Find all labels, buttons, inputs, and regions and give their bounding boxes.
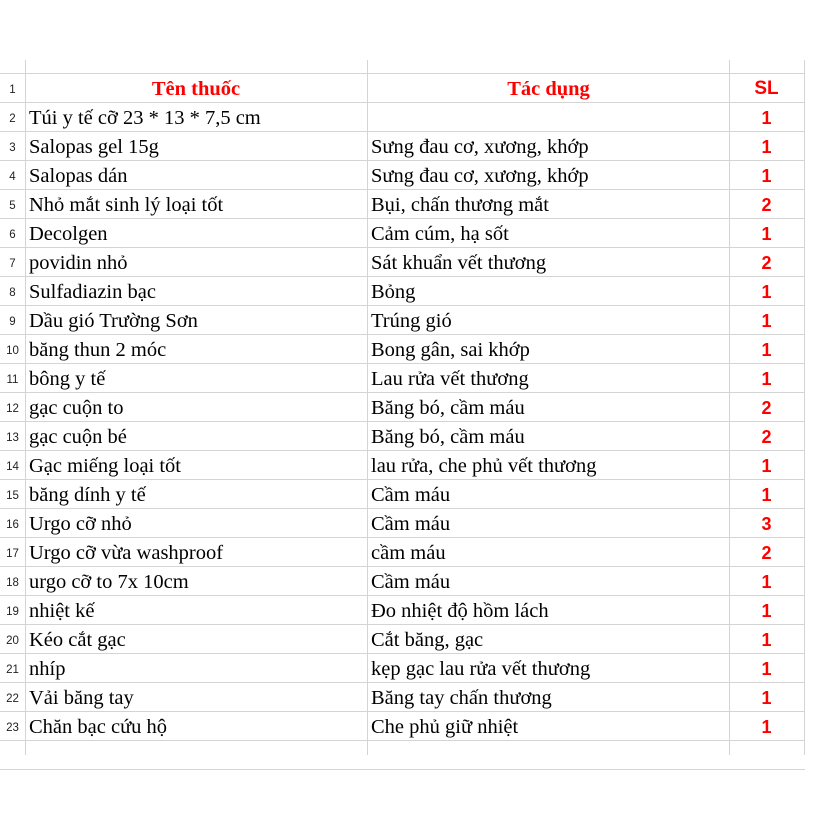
medicine-name-cell[interactable]: Urgo cỡ nhỏ — [29, 513, 132, 535]
row-number[interactable]: 21 — [6, 664, 19, 676]
header-name-cell[interactable]: Tên thuốc — [151, 78, 241, 100]
quantity-cell[interactable]: 1 — [761, 572, 772, 592]
header-effect-cell[interactable]: Tác dụng — [507, 78, 590, 100]
table-row — [0, 421, 805, 450]
medicine-name-cell[interactable]: povidin nhỏ — [29, 252, 128, 274]
medicine-name-cell[interactable]: Salopas dán — [29, 165, 128, 187]
table-row — [0, 247, 805, 276]
effect-cell[interactable]: Bong gân, sai khớp — [371, 339, 530, 361]
quantity-cell[interactable]: 3 — [761, 514, 772, 534]
medicine-name-cell[interactable]: Sulfadiazin bạc — [29, 281, 156, 303]
quantity-cell[interactable]: 1 — [761, 456, 772, 476]
quantity-cell[interactable]: 1 — [761, 369, 772, 389]
effect-cell[interactable]: Cảm cúm, hạ sốt — [371, 223, 509, 245]
table-row — [0, 102, 805, 131]
row-number[interactable]: 5 — [9, 200, 16, 212]
effect-cell[interactable]: Che phủ giữ nhiệt — [371, 716, 519, 738]
row-number[interactable]: 4 — [9, 171, 16, 183]
effect-cell[interactable]: Băng bó, cầm máu — [371, 397, 525, 419]
medicine-name-cell[interactable]: Kéo cắt gạc — [29, 629, 126, 651]
medicine-name-cell[interactable]: Dầu gió Trường Sơn — [29, 310, 198, 332]
quantity-cell[interactable]: 1 — [761, 224, 772, 244]
row-divider — [0, 769, 805, 770]
quantity-cell[interactable]: 1 — [761, 340, 772, 360]
table-row — [0, 508, 805, 537]
table-row — [0, 566, 805, 595]
effect-cell[interactable]: Bỏng — [371, 281, 416, 303]
medicine-name-cell[interactable]: gạc cuộn to — [29, 397, 124, 419]
row-number[interactable]: 19 — [6, 606, 19, 618]
medicine-name-cell[interactable]: Salopas gel 15g — [29, 136, 159, 158]
header-row — [0, 73, 805, 102]
effect-cell[interactable]: cầm máu — [371, 542, 446, 564]
table-row — [0, 160, 805, 189]
medicine-name-cell[interactable]: Chăn bạc cứu hộ — [29, 716, 168, 738]
medicine-name-cell[interactable]: Túi y tế cỡ 23 * 13 * 7,5 cm — [29, 107, 261, 129]
quantity-cell[interactable]: 1 — [761, 659, 772, 679]
effect-cell[interactable]: Cầm máu — [371, 571, 451, 593]
quantity-cell[interactable]: 1 — [761, 717, 772, 737]
table-row — [0, 711, 805, 740]
effect-cell[interactable]: Trúng gió — [371, 310, 452, 332]
medicine-name-cell[interactable]: Nhỏ mắt sinh lý loại tốt — [29, 194, 224, 216]
table-row — [0, 682, 805, 711]
table-row — [0, 450, 805, 479]
row-number[interactable]: 13 — [6, 432, 19, 444]
row-number[interactable]: 3 — [9, 142, 16, 154]
medicine-name-cell[interactable]: nhíp — [29, 658, 66, 680]
table-row — [0, 595, 805, 624]
medicine-name-cell[interactable]: Decolgen — [29, 223, 108, 245]
row-number[interactable]: 10 — [6, 345, 19, 357]
effect-cell[interactable] — [371, 102, 729, 131]
row-number[interactable]: 9 — [9, 316, 16, 328]
medicine-name-cell[interactable]: nhiệt kế — [29, 600, 95, 622]
row-number[interactable]: 15 — [6, 490, 19, 502]
row-number[interactable]: 11 — [6, 374, 19, 386]
medicine-name-cell[interactable]: băng dính y tế — [29, 484, 146, 506]
row-number[interactable]: 6 — [9, 229, 16, 241]
table-row — [0, 218, 805, 247]
table-row — [0, 653, 805, 682]
quantity-cell[interactable]: 1 — [761, 688, 772, 708]
effect-cell[interactable]: lau rửa, che phủ vết thương — [371, 455, 597, 477]
row-number[interactable]: 16 — [6, 519, 19, 531]
medicine-name-cell[interactable]: gạc cuộn bé — [29, 426, 127, 448]
quantity-cell[interactable]: 2 — [761, 253, 772, 273]
quantity-cell[interactable]: 2 — [761, 195, 772, 215]
quantity-cell[interactable]: 1 — [761, 282, 772, 302]
medicine-name-cell[interactable]: urgo cỡ to 7x 10cm — [29, 571, 189, 593]
table-row — [0, 479, 805, 508]
table-row — [0, 537, 805, 566]
row-number[interactable]: 20 — [6, 635, 19, 647]
effect-cell[interactable]: Băng bó, cầm máu — [371, 426, 525, 448]
row-number[interactable]: 7 — [9, 258, 16, 270]
medicine-name-cell[interactable]: Urgo cỡ vừa washproof — [29, 542, 224, 564]
table-row — [0, 363, 805, 392]
effect-cell[interactable]: Đo nhiệt độ hồm lách — [371, 600, 549, 622]
row-number[interactable]: 8 — [9, 287, 16, 299]
quantity-cell[interactable]: 1 — [761, 166, 772, 186]
effect-cell[interactable]: Sưng đau cơ, xương, khớp — [371, 165, 589, 187]
effect-cell[interactable]: Sưng đau cơ, xương, khớp — [371, 136, 589, 158]
row-number[interactable]: 17 — [6, 548, 19, 560]
table-row — [0, 334, 805, 363]
quantity-cell[interactable]: 2 — [761, 543, 772, 563]
table-row — [0, 624, 805, 653]
quantity-cell[interactable]: 2 — [761, 398, 772, 418]
effect-cell[interactable]: Cầm máu — [371, 484, 451, 506]
medicine-name-cell[interactable]: băng thun 2 móc — [29, 339, 167, 361]
medicine-name-cell[interactable]: bông y tế — [29, 368, 106, 390]
medicine-name-cell[interactable]: Vải băng tay — [29, 687, 134, 709]
quantity-cell[interactable]: 1 — [761, 108, 772, 128]
quantity-cell[interactable]: 1 — [761, 311, 772, 331]
effect-cell[interactable]: Lau rửa vết thương — [371, 368, 529, 390]
medicine-name-cell[interactable]: Gạc miếng loại tốt — [29, 455, 181, 477]
quantity-cell[interactable]: 1 — [761, 630, 772, 650]
effect-cell[interactable]: Cầm máu — [371, 513, 451, 535]
row-number[interactable]: 2 — [9, 113, 16, 125]
quantity-cell[interactable]: 1 — [761, 601, 772, 621]
table-row — [0, 189, 805, 218]
row-divider — [0, 740, 805, 741]
quantity-cell[interactable]: 1 — [761, 137, 772, 157]
table-row — [0, 305, 805, 334]
effect-cell[interactable]: kẹp gạc lau rửa vết thương — [371, 658, 591, 680]
effect-cell[interactable]: Cắt băng, gạc — [371, 629, 484, 651]
table-row — [0, 276, 805, 305]
row-number[interactable]: 14 — [6, 461, 19, 473]
effect-cell[interactable]: Bụi, chấn thương mắt — [371, 194, 549, 216]
quantity-cell[interactable]: 2 — [761, 427, 772, 447]
row-number[interactable]: 1 — [9, 84, 16, 96]
row-number[interactable]: 22 — [6, 693, 19, 705]
row-number[interactable]: 12 — [6, 403, 19, 415]
header-qty-cell[interactable]: SL — [754, 78, 779, 99]
table-row — [0, 392, 805, 421]
quantity-cell[interactable]: 1 — [761, 485, 772, 505]
row-number[interactable]: 23 — [6, 722, 19, 734]
effect-cell[interactable]: Sát khuẩn vết thương — [371, 252, 547, 274]
row-number[interactable]: 18 — [6, 577, 19, 589]
effect-cell[interactable]: Băng tay chấn thương — [371, 687, 552, 709]
table-row — [0, 131, 805, 160]
